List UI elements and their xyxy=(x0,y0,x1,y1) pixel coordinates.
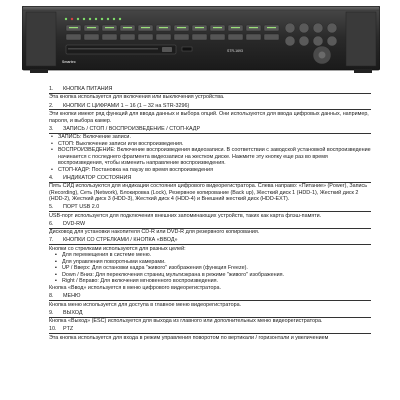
bullet-item xyxy=(49,167,371,174)
section-heading xyxy=(49,86,371,94)
section-number: 3. xyxy=(49,125,54,132)
sub-bullet-text: Для перемещения в системе меню. xyxy=(62,252,152,259)
section-number: 10. xyxy=(49,326,57,333)
square-bullet-icon: ▪ xyxy=(55,271,57,278)
section-heading xyxy=(49,310,371,318)
section-body xyxy=(49,134,371,173)
bullet-icon: • xyxy=(51,147,53,154)
paragraph: Кнопка «Ввод» используется в меню цифрового видеорегистратора. xyxy=(49,284,221,291)
square-bullet-icon: ▪ xyxy=(55,252,57,259)
section-number: 7. xyxy=(49,237,54,244)
sub-bullet-text: Down / Вниз: Для переключения страниц мультиэкрана в режиме "живого" изображения. xyxy=(62,271,285,278)
section-heading xyxy=(49,221,371,229)
section-title: КНОПКИ СО СТРЕЛКАМИ / КНОПКА «ВВОД» xyxy=(63,237,178,244)
section-body xyxy=(49,318,371,325)
paragraph: Кнопка «Выход» (ESC) используется для выхода из главного или дополнительных меню видеорегистратора. xyxy=(49,318,323,325)
bullet-icon: • xyxy=(51,166,53,173)
section-number: 1. xyxy=(49,86,54,92)
manual-section xyxy=(49,175,371,203)
section-body xyxy=(49,111,371,124)
manual-section xyxy=(49,86,371,101)
section-title: ИНДИКАТОР СОСТОЯНИЯ xyxy=(63,174,132,181)
usb-port xyxy=(182,47,192,51)
section-number: 4. xyxy=(49,174,54,181)
manual-section xyxy=(49,126,371,173)
bullet-item xyxy=(49,147,371,167)
section-body xyxy=(49,94,371,101)
bullet-text: ЗАПИСЬ: Включение записи. xyxy=(58,134,131,141)
bullet-text: СТОП: Выключение записи или воспроизведения. xyxy=(58,140,184,147)
sub-bullet-text: Right / Вправо: Для включения мгновенного воспроизведения. xyxy=(62,278,219,285)
section-title: КНОПКА ПИТАНИЯ xyxy=(63,86,113,92)
paragraph: Эти кнопки имеют ряд функций для ввода данных и выбора опций. Они используются для ввода цифровых данных, например, пароля, и выбора камер. xyxy=(49,111,369,124)
brand-logo: Smartec xyxy=(62,60,76,64)
bullet-text: ВОСПРОИЗВЕДЕНИЕ: Включение воспроизведения видеозаписи. В соответствии с заводской установкой воспроизведение начинается с последнего фрагмента видеозаписи на жестком диске. Нажмите эту кнопку еще раз во время воспроизведения, чтобы изменить направление воспроизведения. xyxy=(58,147,371,167)
section-heading xyxy=(49,126,371,134)
square-bullet-icon: ▪ xyxy=(55,278,57,285)
dvr-front-panel-image xyxy=(22,6,380,74)
manual-text xyxy=(49,86,371,343)
section-body xyxy=(49,183,371,203)
section-title: ВЫХОД xyxy=(63,309,83,316)
paragraph: Пять СИД используются для индикации состояния цифрового видеорегистратора. Слева направо: «Питание» (Power), Запись (Recording), Сеть (Network), Блокировка (Lock), Резервное копирование (Back up), Жесткий диск 1 (HDD-1), Жесткий диск 2 (HDD-2), Жесткий диск 3 (HDD-3), Жесткий диск 4 (HDD-4) и Внешний жесткий диск (HDD-EXT). xyxy=(49,183,368,203)
paragraph: Дисковод для установки накопителя CD-R или DVD-R для резервного копирования. xyxy=(49,229,260,236)
bullet-icon: • xyxy=(51,134,53,141)
manual-section xyxy=(49,293,371,308)
section-title: КНОПКИ С ЦИФРАМИ 1 – 16 (1 – 32 на STR-3296) xyxy=(63,102,190,109)
sub-bullet-item xyxy=(49,278,371,285)
section-title: DVD-RW xyxy=(63,220,86,227)
section-number: 8. xyxy=(49,293,54,300)
section-heading xyxy=(49,103,371,111)
paragraph: Эта кнопка используется для входа в режим управления поворотом по вертикали / горизонтали и увеличением xyxy=(49,334,329,341)
section-body xyxy=(49,302,371,309)
section-heading xyxy=(49,175,371,183)
section-body xyxy=(49,246,371,292)
section-title: МЕНЮ xyxy=(63,293,81,300)
square-bullet-icon: ▪ xyxy=(55,258,57,265)
section-title: ЗАПИСЬ / СТОП / ВОСПРОИЗВЕДЕНИЕ / СТОП-КАДР xyxy=(63,125,201,132)
sub-bullet-text: Для управления поворотными камерами. xyxy=(62,258,166,265)
manual-section xyxy=(49,310,371,325)
section-title: ПОРТ USB 2.0 xyxy=(63,204,100,211)
section-body xyxy=(49,229,371,236)
bullet-text: СТОП-КАДР: Постановка на паузу во время воспроизведения xyxy=(58,166,213,173)
manual-section xyxy=(49,221,371,236)
square-bullet-icon: ▪ xyxy=(55,265,57,272)
paragraph: Эта кнопка используется для включения или выключения устройства. xyxy=(49,94,225,101)
manual-section xyxy=(49,237,371,291)
manual-section xyxy=(49,326,371,341)
section-heading xyxy=(49,326,371,334)
arrow-pad[interactable] xyxy=(313,46,331,64)
manual-section xyxy=(49,103,371,124)
section-heading xyxy=(49,293,371,301)
section-title: PTZ xyxy=(63,326,74,333)
section-heading xyxy=(49,237,371,245)
model-label: STR-1693 xyxy=(227,49,243,53)
section-number: 6. xyxy=(49,220,54,227)
section-number: 2. xyxy=(49,102,54,109)
paragraph: Кнопки со стрелками используются для разных целей: xyxy=(49,245,186,252)
paragraph: Кнопка меню используется для доступа в главное меню видеорегистратора. xyxy=(49,301,242,308)
section-body xyxy=(49,335,371,342)
bullet-icon: • xyxy=(51,140,53,147)
section-heading xyxy=(49,204,371,212)
manual-section xyxy=(49,204,371,219)
section-body xyxy=(49,213,371,220)
dvd-tray[interactable] xyxy=(66,45,176,54)
paragraph: USB-порт используется для подключения внешних запоминающих устройств, таких как карта флэш-памяти. xyxy=(49,212,322,219)
section-number: 9. xyxy=(49,309,54,316)
section-number: 5. xyxy=(49,204,54,211)
sub-bullet-text: UP / Вверх: Для остановки кадра "живого" изображения (функция Freeze). xyxy=(62,265,248,272)
